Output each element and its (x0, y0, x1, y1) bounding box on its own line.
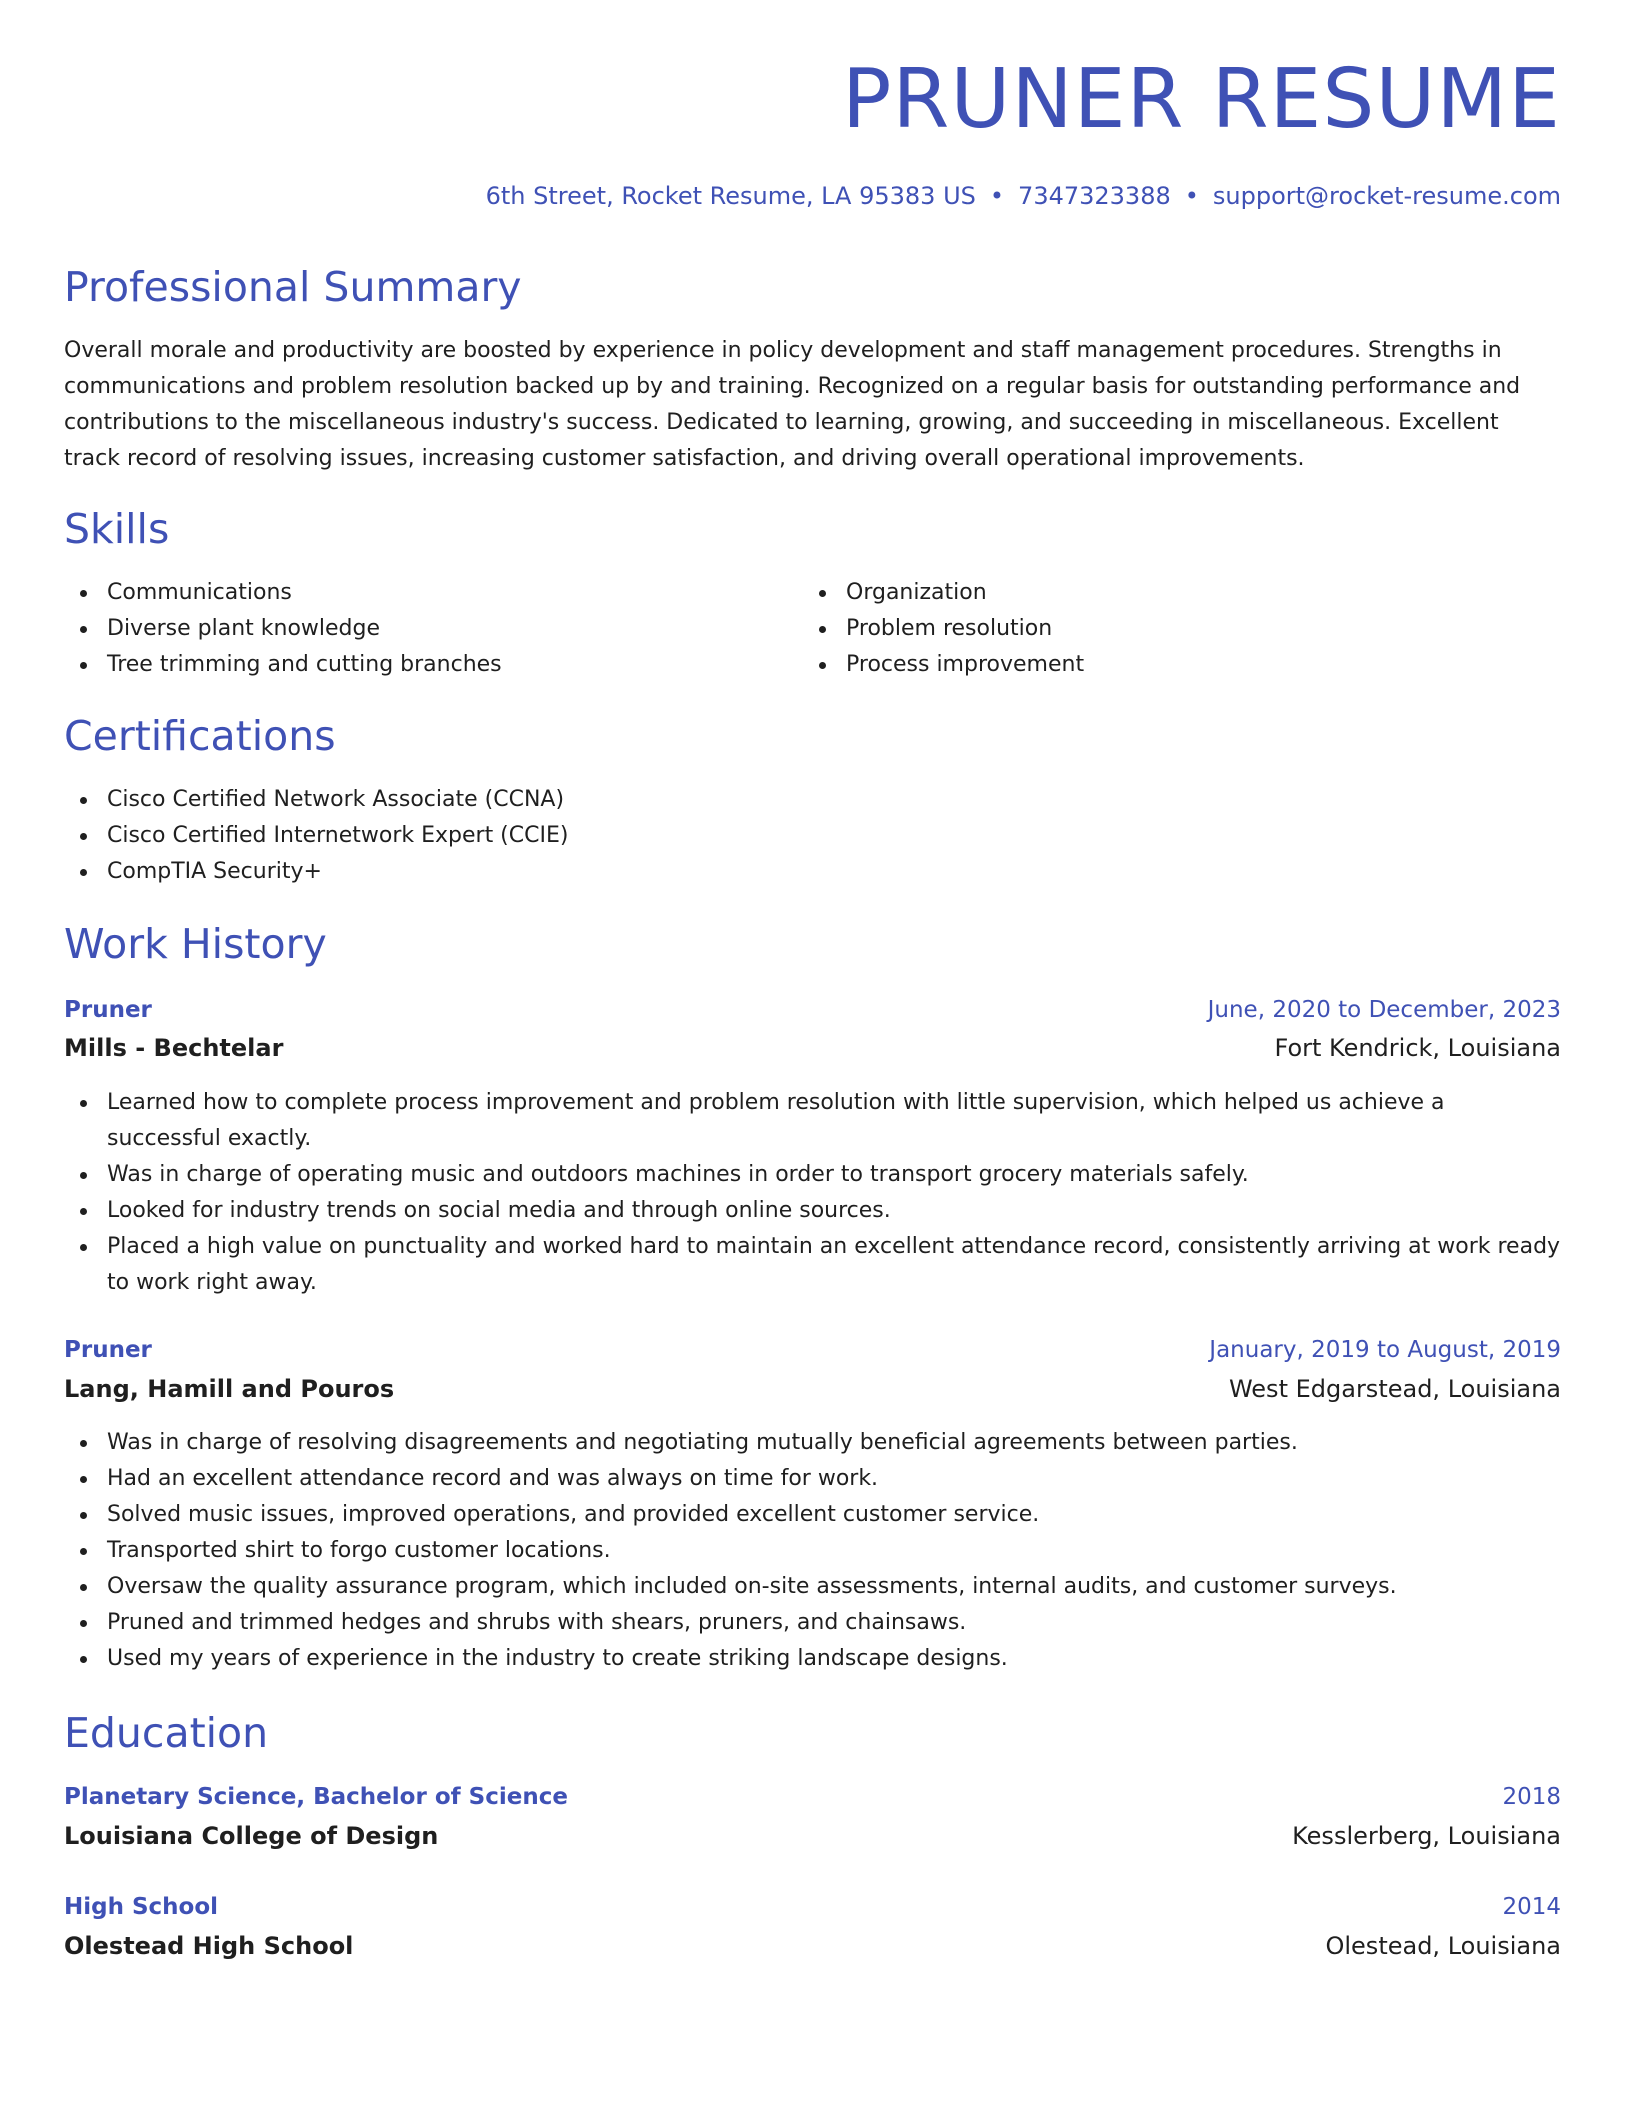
education-degree: High School (64, 1894, 219, 1920)
education-year: 2018 (1502, 1784, 1561, 1810)
job-bullet: Oversaw the quality assurance program, which included on-site assessments, internal audits, and customer surveys. (64, 1569, 1561, 1605)
job-bullet: Pruned and trimmed hedges and shrubs with shears, pruners, and chainsaws. (64, 1605, 1561, 1641)
job-role: Pruner (64, 1337, 152, 1363)
job-bullet: Was in charge of operating music and outdoors machines in order to transport grocery materials safely. (64, 1157, 1561, 1193)
job-bullet: Was in charge of resolving disagreements and negotiating mutually beneficial agreements between parties. (64, 1425, 1561, 1461)
contact-separator: • (989, 182, 1005, 210)
job-bullets (64, 1085, 1561, 1301)
job-bullet: Solved music issues, improved operations, and provided excellent customer service. (64, 1497, 1561, 1533)
job-bullet: Learned how to complete process improvement and problem resolution with little supervision, which helped us achieve a successful exactly. (64, 1085, 1561, 1157)
skills-list-right (803, 575, 1523, 683)
education-subheader (64, 1929, 1561, 1963)
section-title-summary: Professional Summary (64, 263, 522, 311)
education-school: Olestead High School (64, 1932, 354, 1960)
education-location: Kesslerberg, Louisiana (1292, 1822, 1561, 1850)
certification-item: Cisco Certified Internetwork Expert (CCIE) (64, 818, 1561, 854)
job-bullets (64, 1425, 1561, 1677)
certification-item: Cisco Certified Network Associate (CCNA) (64, 782, 1561, 818)
job-subheader (64, 1372, 1561, 1406)
education-header (64, 1890, 1561, 1924)
education-degree: Planetary Science, Bachelor of Science (64, 1784, 568, 1810)
job-role: Pruner (64, 997, 152, 1023)
contact-separator: • (1184, 182, 1199, 210)
education-header (64, 1780, 1561, 1814)
job-company: Mills - Bechtelar (64, 1034, 284, 1062)
section-title-education: Education (64, 1709, 269, 1757)
job-bullet: Placed a high value on punctuality and worked hard to maintain an excellent attendance record, consistently arriving at work ready to work right away. (64, 1229, 1561, 1301)
job-header (64, 1333, 1561, 1367)
education-year: 2014 (1502, 1894, 1561, 1920)
job-location: Fort Kendrick, Louisiana (1274, 1034, 1561, 1062)
skills-list-left (64, 575, 784, 683)
job-company: Lang, Hamill and Pouros (64, 1375, 395, 1403)
job-bullet: Looked for industry trends on social media and through online sources. (64, 1193, 1561, 1229)
skill-item: Process improvement (803, 647, 1523, 683)
education-location: Olestead, Louisiana (1325, 1932, 1561, 1960)
certification-item: CompTIA Security+ (64, 854, 1561, 890)
contact-address: 6th Street, Rocket Resume, LA 95383 US (485, 182, 976, 210)
job-bullet: Used my years of experience in the industry to create striking landscape designs. (64, 1641, 1561, 1677)
job-location: West Edgarstead, Louisiana (1228, 1375, 1561, 1403)
summary-text: Overall morale and productivity are boosted by experience in policy development and staff management procedures. Strengths in communications and problem resolution backed up by and training. Recognized on a regular basis for outstanding performance and contributions to the miscellaneous industry's success. Dedicated to learning, growing, and succeeding in miscellaneous. Excellent track record of resolving issues, increasing customer satisfaction, and driving overall operational improvements. (64, 338, 1521, 471)
skill-item: Organization (803, 575, 1523, 611)
education-subheader (64, 1819, 1561, 1853)
job-bullet: Had an excellent attendance record and was always on time for work. (64, 1461, 1561, 1497)
job-header (64, 993, 1561, 1027)
skill-item: Communications (64, 575, 784, 611)
certifications-list (64, 782, 1561, 890)
section-title-certifications: Certifications (64, 712, 336, 760)
job-subheader (64, 1031, 1561, 1065)
contact-phone: 7347323388 (1018, 182, 1171, 210)
section-title-work-history: Work History (64, 920, 327, 968)
skill-item: Problem resolution (803, 611, 1523, 647)
skill-item: Diverse plant knowledge (64, 611, 784, 647)
education-school: Louisiana College of Design (64, 1822, 439, 1850)
job-dates: January, 2019 to August, 2019 (1209, 1337, 1561, 1363)
contact-line (486, 180, 1561, 212)
section-title-skills: Skills (64, 505, 170, 553)
job-dates: June, 2020 to December, 2023 (1207, 997, 1561, 1023)
candidate-name: PRUNER RESUME (841, 52, 1561, 147)
job-bullet: Transported shirt to forgo customer locations. (64, 1533, 1561, 1569)
skill-item: Tree trimming and cutting branches (64, 647, 784, 683)
contact-email[interactable]: support@rocket-resume.com (1212, 182, 1561, 210)
